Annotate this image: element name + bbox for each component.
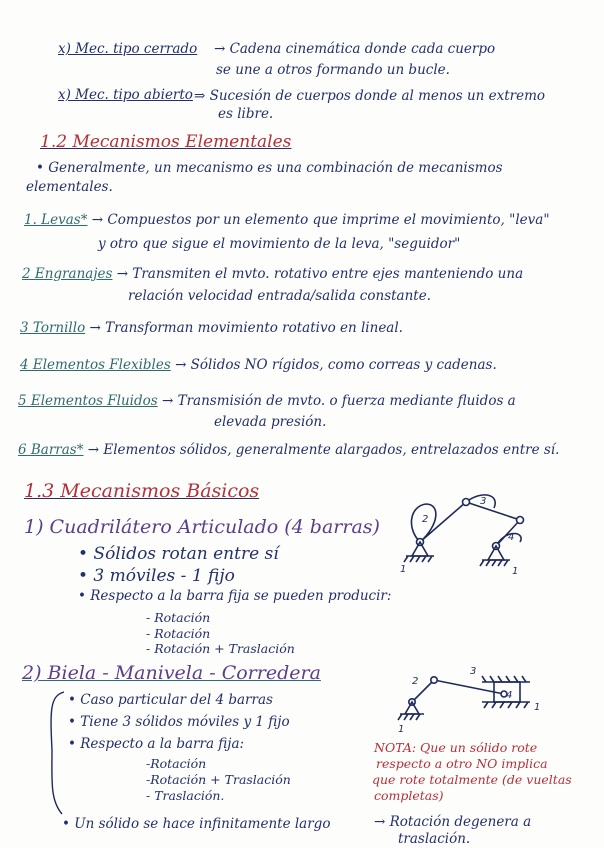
slider-label-2: 2 (412, 676, 419, 687)
slider-label-1b: 1 (534, 702, 541, 713)
item-fluidos-desc: → Transmisión de mvto. o fuerza mediante fluidos a (162, 393, 516, 409)
item-fluidos (18, 395, 516, 409)
fourbar-motion-2: - Rotación (146, 626, 211, 641)
slider-motion-3: - Traslación. (146, 788, 225, 803)
final-point-result-cont: traslación. (398, 831, 471, 847)
elementary-intro-cont: elementales. (26, 179, 113, 195)
slider-label-1a: 1 (398, 724, 405, 735)
closed-mechanism-definition: → Cadena cinemática donde cada cuerpo (214, 41, 496, 57)
slider-label-4: 4 (506, 690, 513, 701)
item-fluidos-desc-cont: elevada presión. (214, 414, 327, 430)
note-line-1: NOTA: Que un sólido rote (374, 740, 538, 755)
final-point-result: → Rotación degenera a (374, 814, 532, 830)
closed-mechanism-definition-cont: se une a otros formando un bucle. (216, 62, 450, 78)
note-line-3: que rote totalmente (de vueltas (372, 772, 572, 787)
item-flexibles-desc: → Sólidos NO rígidos, como correas y cadenas. (175, 357, 497, 373)
item-barras (18, 444, 559, 458)
slider-motion-1: -Rotación (146, 756, 207, 771)
elementary-intro: • Generalmente, un mecanismo es una combinación de mecanismos (36, 160, 503, 176)
note-line-4: completas) (374, 788, 444, 803)
open-mechanism-term: x) Mec. tipo abierto (58, 87, 193, 103)
note-line-2: respecto a otro NO implica (376, 756, 548, 771)
item-levas-term: 1. Levas* (24, 212, 88, 228)
fourbar-label-1b: 1 (512, 566, 519, 577)
item-flexibles-term: 4 Elementos Flexibles (20, 357, 171, 373)
heading-1-3-text: 1.3 Mecanismos Básicos (24, 480, 260, 502)
heading-1-3 (24, 482, 259, 501)
fourbar-label-2: 2 (422, 514, 429, 525)
item-flexibles (20, 359, 497, 373)
fourbar-motion-1: - Rotación (146, 610, 211, 625)
slider-point-2: • Tiene 3 sólidos móviles y 1 fijo (68, 714, 290, 730)
open-mechanism-definition: ⇒ Sucesión de cuerpos donde al menos un extremo (194, 88, 546, 104)
item-barras-desc: → Elementos sólidos, generalmente alargados, entrelazados entre sí. (87, 442, 560, 458)
item-barras-term: 6 Barras* (18, 442, 84, 458)
fourbar-label-4: 4 (508, 532, 515, 543)
item-engranajes-desc-cont: relación velocidad entrada/salida constante. (128, 288, 431, 304)
fourbar-point-2: • 3 móviles - 1 fijo (78, 566, 235, 586)
fourbar-label-1a: 1 (400, 564, 407, 575)
item-levas (24, 214, 550, 228)
bracket-mark (40, 690, 70, 820)
closed-mechanism-term: x) Mec. tipo cerrado (58, 41, 198, 57)
item-levas-desc-cont: y otro que sigue el movimiento de la leva, "seguidor" (98, 236, 461, 252)
slider-motion-2: -Rotación + Traslación (146, 772, 291, 787)
slider-crank-heading (22, 664, 321, 683)
fourbar-point-3: • Respecto a la barra fija se pueden producir: (78, 588, 392, 604)
item-engranajes-desc: → Transmiten el mvto. rotativo entre ejes manteniendo una (116, 266, 524, 282)
slider-crank-diagram (396, 660, 546, 740)
slider-point-1: • Caso particular del 4 barras (68, 692, 273, 708)
open-mechanism-definition-cont: es libre. (218, 106, 274, 122)
fourbar-label-3: 3 (480, 496, 487, 507)
slider-label-3: 3 (470, 666, 477, 677)
item-engranajes (22, 268, 523, 282)
slider-crank-heading-text: 2) Biela - Manivela - Corredera (22, 662, 321, 684)
item-tornillo-term: 3 Tornillo (20, 320, 86, 336)
final-point: • Un sólido se hace infinitamente largo (62, 816, 331, 832)
slider-point-3: • Respecto a la barra fija: (68, 736, 245, 752)
fourbar-point-1: • Sólidos rotan entre sí (78, 544, 279, 564)
heading-1-2 (40, 134, 291, 151)
item-tornillo (20, 322, 403, 336)
fourbar-diagram (396, 488, 546, 578)
item-fluidos-term: 5 Elementos Fluidos (18, 393, 158, 409)
heading-1-2-text: 1.2 Mecanismos Elementales (40, 132, 292, 152)
item-tornillo-desc: → Transforman movimiento rotativo en lineal. (89, 320, 403, 336)
item-levas-desc: → Compuestos por un elemento que imprime el movimiento, "leva" (91, 212, 550, 228)
fourbar-heading: 1) Cuadrilátero Articulado (4 barras) (24, 516, 380, 538)
fourbar-motion-3: - Rotación + Traslación (146, 641, 295, 656)
item-engranajes-term: 2 Engranajes (22, 266, 113, 282)
